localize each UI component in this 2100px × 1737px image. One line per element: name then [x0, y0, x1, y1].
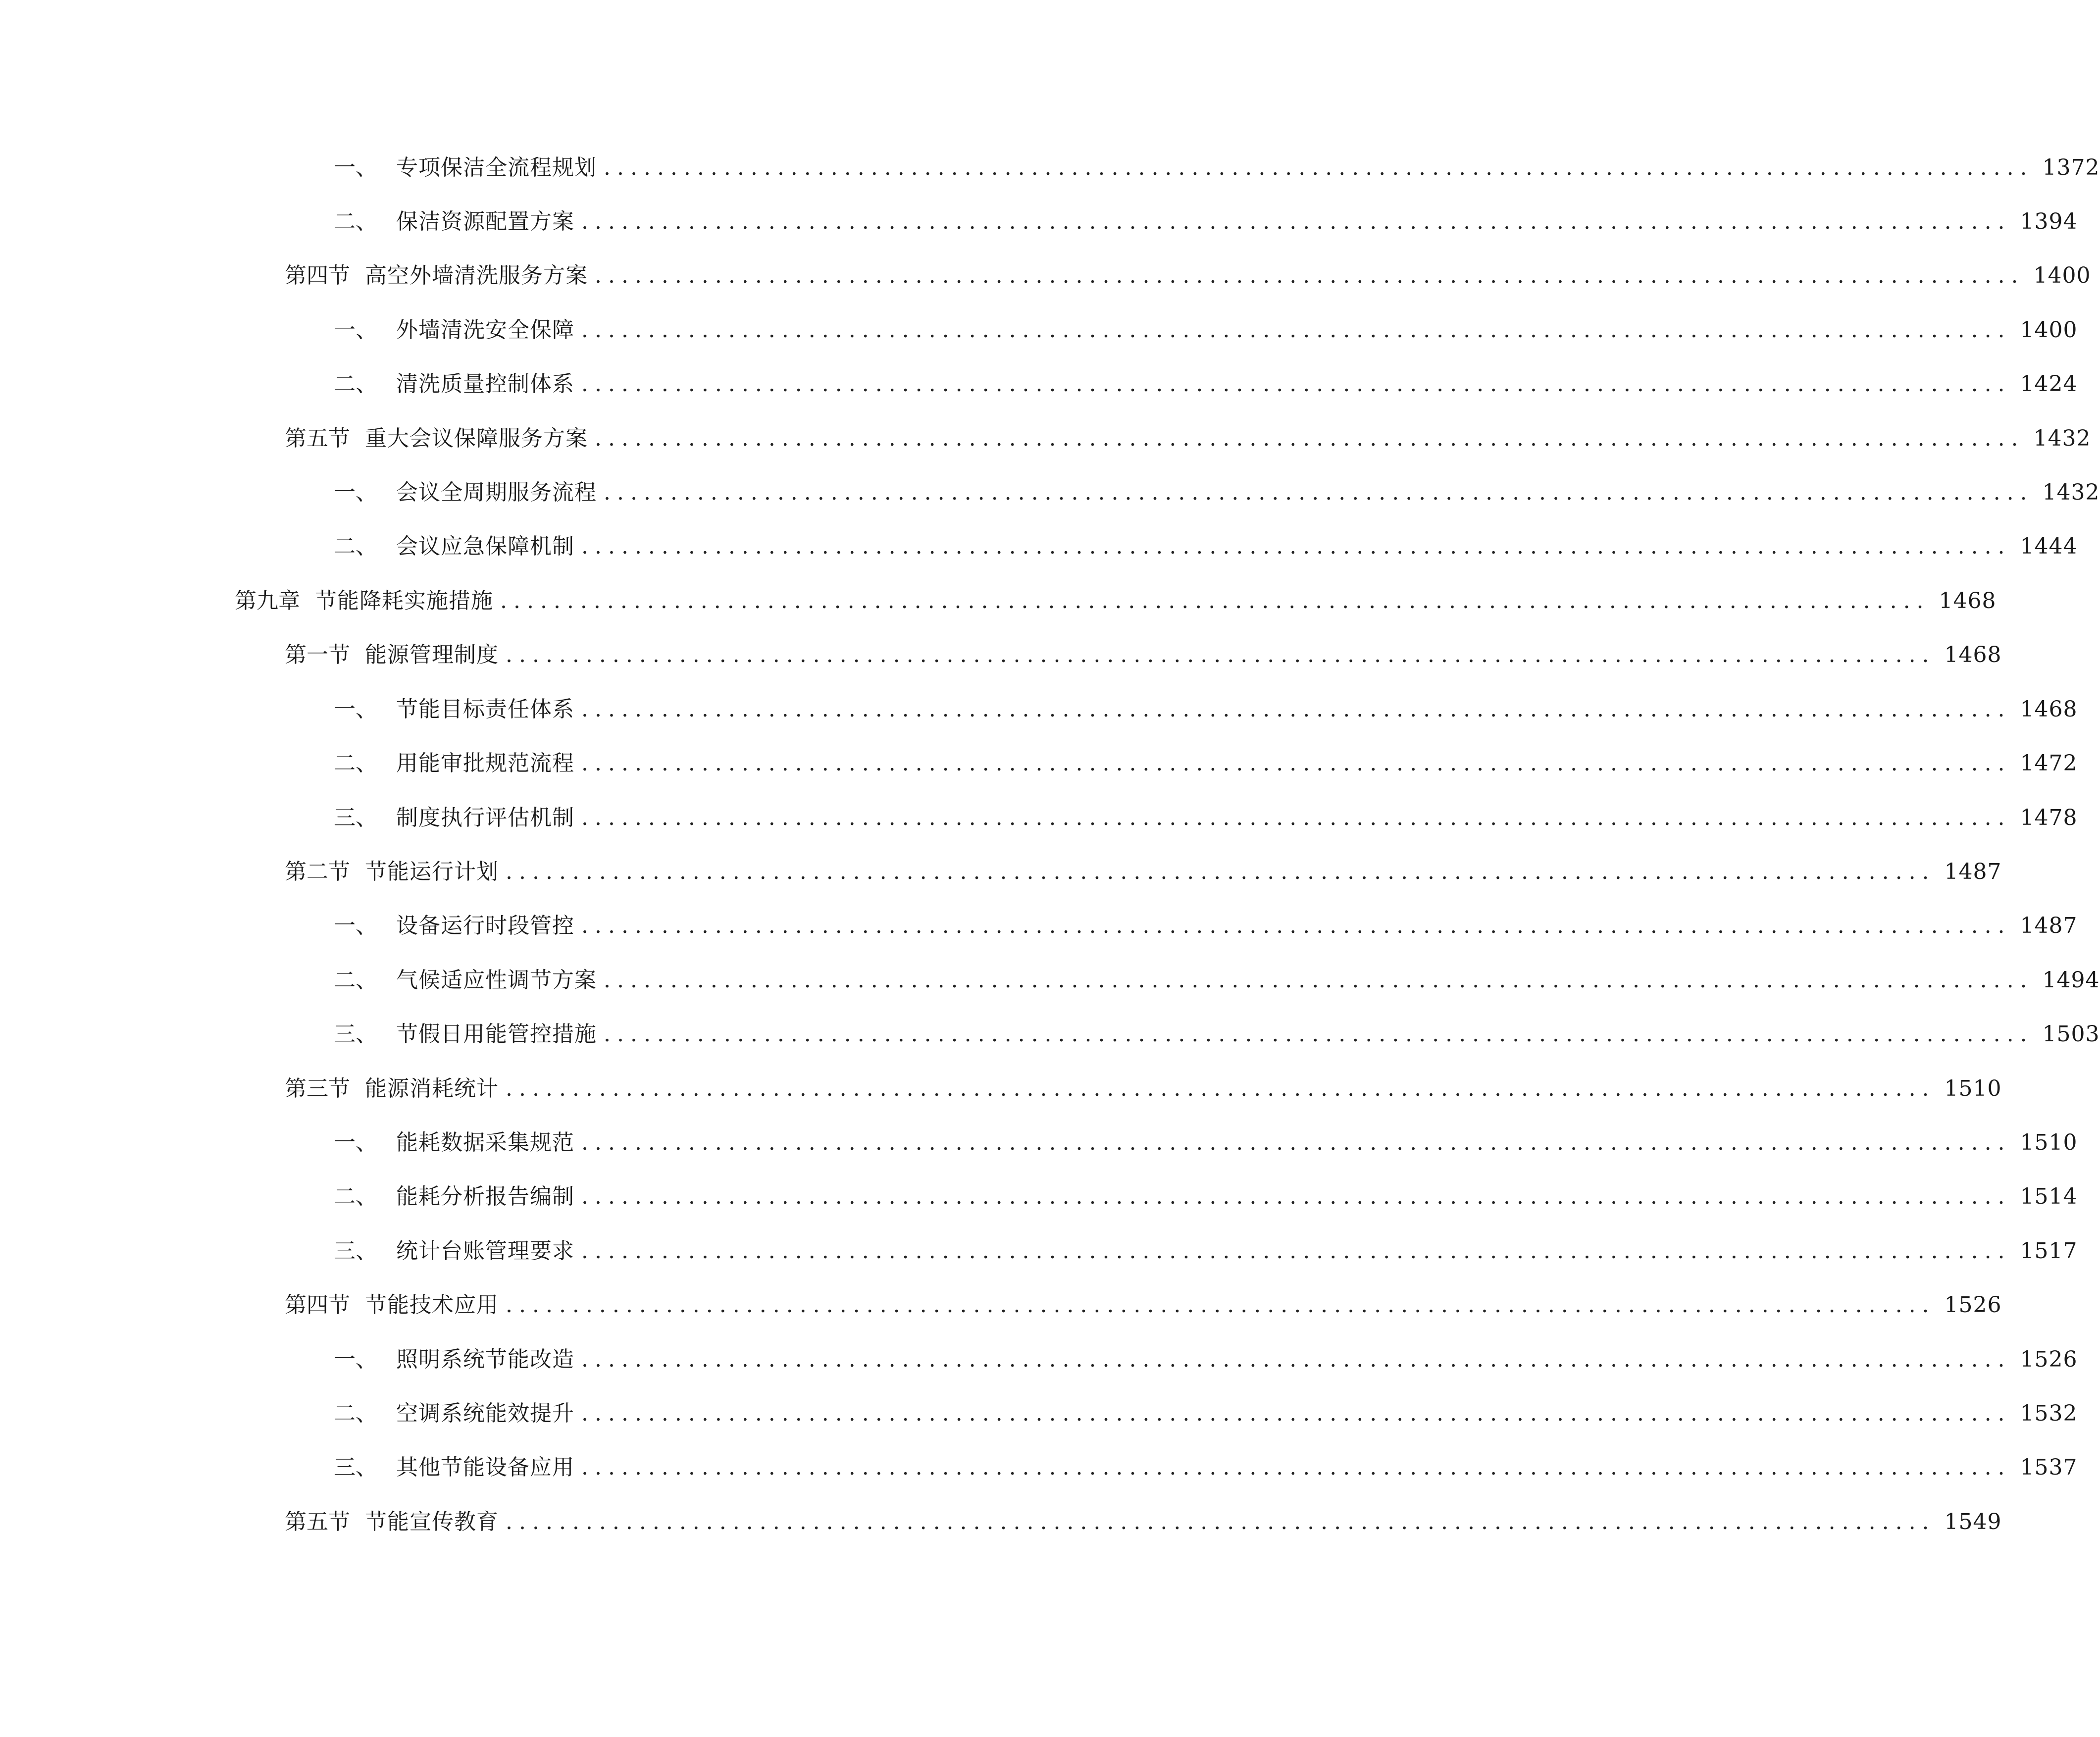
dot-leader: ........................................................................................................... [581, 1130, 2011, 1155]
toc-entry[interactable] [334, 475, 2100, 510]
toc-entry[interactable] [334, 151, 2100, 185]
toc-entry[interactable] [334, 746, 2078, 781]
entry-number: 三、 [334, 1238, 377, 1264]
dot-leader: ........................................................................................................... [581, 751, 2011, 776]
dot-leader: ........................................................................................................... [581, 697, 2011, 722]
entry-title: 节能宣传教育 [365, 1509, 499, 1534]
page-number: 1472 [2020, 751, 2078, 776]
entry-title: 会议全周期服务流程 [396, 480, 597, 505]
section-number: 第五节 [285, 1509, 350, 1534]
page-number: 1503 [2042, 1022, 2100, 1047]
page-number: 1468 [1944, 642, 2002, 667]
entry-title: 外墙清洗安全保障 [396, 317, 574, 343]
page-number: 1372 [2042, 155, 2100, 180]
entry-title: 重大会议保障服务方案 [365, 426, 588, 451]
entry-number: 一、 [334, 697, 377, 722]
dot-leader: ........................................................................................................... [581, 1455, 2011, 1480]
entry-title: 专项保洁全流程规划 [396, 155, 597, 180]
entry-number: 一、 [334, 480, 377, 505]
dot-leader: ........................................................................................................... [581, 534, 2011, 559]
page-number: 1487 [1944, 859, 2002, 884]
page-number: 1494 [2042, 968, 2100, 993]
entry-number: 一、 [334, 317, 377, 343]
dot-leader: ........................................................................................................... [581, 371, 2011, 397]
toc-entry[interactable] [334, 1017, 2100, 1052]
page-number: 1532 [2020, 1401, 2078, 1426]
toc-entry[interactable] [334, 367, 2078, 402]
toc-entry[interactable] [235, 584, 1997, 618]
entry-number: 二、 [334, 968, 377, 993]
entry-title: 能耗数据采集规范 [396, 1130, 574, 1155]
page-number: 1510 [1944, 1076, 2002, 1101]
entry-title: 节假日用能管控措施 [396, 1022, 597, 1047]
dot-leader: ........................................................................................................... [506, 859, 1936, 884]
toc-entry[interactable] [334, 204, 2078, 239]
entry-number: 三、 [334, 805, 377, 830]
entry-title: 能源消耗统计 [365, 1076, 499, 1101]
dot-leader: ........................................................................................................... [506, 1076, 1936, 1101]
entry-title: 制度执行评估机制 [396, 805, 574, 830]
entry-number: 三、 [334, 1022, 377, 1047]
toc-entry[interactable] [334, 1234, 2078, 1269]
dot-leader: ........................................................................................................... [506, 1509, 1936, 1534]
entry-title: 气候适应性调节方案 [396, 968, 597, 993]
page-number: 1468 [1939, 588, 1997, 613]
page-number: 1444 [2020, 534, 2078, 559]
toc-entry[interactable] [285, 421, 2091, 456]
page-number: 1478 [2020, 805, 2078, 830]
section-number: 第四节 [285, 1292, 350, 1318]
entry-title: 清洗质量控制体系 [396, 371, 574, 397]
entry-number: 二、 [334, 1401, 377, 1426]
chapter-number: 第九章 [235, 588, 300, 613]
entry-title: 统计台账管理要求 [396, 1238, 574, 1264]
toc-entry[interactable] [334, 909, 2078, 943]
toc-entry[interactable] [334, 1396, 2078, 1431]
toc-entry[interactable] [334, 963, 2100, 998]
dot-leader: ........................................................................................................... [581, 1184, 2011, 1209]
toc-entry[interactable] [285, 258, 2091, 293]
entry-number: 一、 [334, 1130, 377, 1155]
toc-entry[interactable] [334, 313, 2078, 348]
entry-number: 三、 [334, 1455, 377, 1480]
toc-entry[interactable] [334, 1125, 2078, 1160]
toc-entry[interactable] [285, 855, 2002, 889]
dot-leader: ........................................................................................................... [604, 155, 2034, 180]
page-number: 1400 [2033, 263, 2091, 288]
page-number: 1432 [2042, 480, 2100, 505]
entry-title: 节能运行计划 [365, 859, 499, 884]
entry-number: 二、 [334, 371, 377, 397]
section-number: 第四节 [285, 263, 350, 288]
entry-number: 二、 [334, 1184, 377, 1209]
toc-entry[interactable] [285, 1072, 2002, 1106]
entry-title: 会议应急保障机制 [396, 534, 574, 559]
dot-leader: ........................................................................................................... [506, 1292, 1936, 1318]
dot-leader: ........................................................................................................... [595, 263, 2025, 288]
dot-leader: ........................................................................................................... [506, 642, 1936, 667]
entry-title: 高空外墙清洗服务方案 [365, 263, 588, 288]
entry-number: 二、 [334, 751, 377, 776]
page-number: 1394 [2020, 209, 2078, 234]
entry-number: 二、 [334, 209, 377, 234]
page-number: 1468 [2020, 697, 2078, 722]
entry-title: 能耗分析报告编制 [396, 1184, 574, 1209]
page-number: 1424 [2020, 371, 2078, 397]
dot-leader: ........................................................................................................... [604, 1022, 2034, 1047]
section-number: 第一节 [285, 642, 350, 667]
toc-entry[interactable] [285, 1288, 2002, 1323]
entry-number: 一、 [334, 913, 377, 938]
page-number: 1400 [2020, 317, 2078, 343]
section-number: 第五节 [285, 426, 350, 451]
dot-leader: ........................................................................................................... [581, 1347, 2011, 1372]
toc-entry[interactable] [334, 529, 2078, 564]
entry-title: 节能降耗实施措施 [315, 588, 493, 613]
page-number: 1514 [2020, 1184, 2078, 1209]
entry-title: 保洁资源配置方案 [396, 209, 574, 234]
toc-entry[interactable] [285, 638, 2002, 672]
dot-leader: ........................................................................................................... [581, 805, 2011, 830]
entry-title: 照明系统节能改造 [396, 1347, 574, 1372]
dot-leader: ........................................................................................................... [581, 913, 2011, 938]
entry-title: 其他节能设备应用 [396, 1455, 574, 1480]
entry-title: 空调系统能效提升 [396, 1401, 574, 1426]
dot-leader: ........................................................................................................... [581, 317, 2011, 343]
entry-title: 节能技术应用 [365, 1292, 499, 1318]
dot-leader: ........................................................................................................... [595, 426, 2025, 451]
section-number: 第三节 [285, 1076, 350, 1101]
entry-number: 一、 [334, 1347, 377, 1372]
page-number: 1432 [2033, 426, 2091, 451]
toc-entry[interactable] [334, 1450, 2078, 1485]
entry-title: 设备运行时段管控 [396, 913, 574, 938]
dot-leader: ........................................................................................................... [581, 1401, 2011, 1426]
toc-entry[interactable] [285, 1505, 2002, 1539]
entry-number: 二、 [334, 534, 377, 559]
page-number: 1526 [1944, 1292, 2002, 1318]
page-number: 1517 [2020, 1238, 2078, 1264]
dot-leader: ........................................................................................................... [581, 1238, 2011, 1264]
toc-entry[interactable] [334, 1179, 2078, 1214]
entry-title: 用能审批规范流程 [396, 751, 574, 776]
entry-number: 一、 [334, 155, 377, 180]
dot-leader: ........................................................................................................... [604, 480, 2034, 505]
page-number: 1537 [2020, 1455, 2078, 1480]
section-number: 第二节 [285, 859, 350, 884]
dot-leader: ........................................................................................................... [604, 968, 2034, 993]
page-number: 1526 [2020, 1347, 2078, 1372]
toc-entry[interactable] [334, 692, 2078, 727]
toc-entry[interactable] [334, 801, 2078, 835]
page-number: 1487 [2020, 913, 2078, 938]
entry-title: 节能目标责任体系 [396, 697, 574, 722]
dot-leader: ........................................................................................................... [581, 209, 2011, 234]
toc-entry[interactable] [334, 1342, 2078, 1377]
page-number: 1549 [1944, 1509, 2002, 1534]
entry-title: 能源管理制度 [365, 642, 499, 667]
dot-leader: ........................................................................................................... [500, 588, 1930, 613]
page-number: 1510 [2020, 1130, 2078, 1155]
